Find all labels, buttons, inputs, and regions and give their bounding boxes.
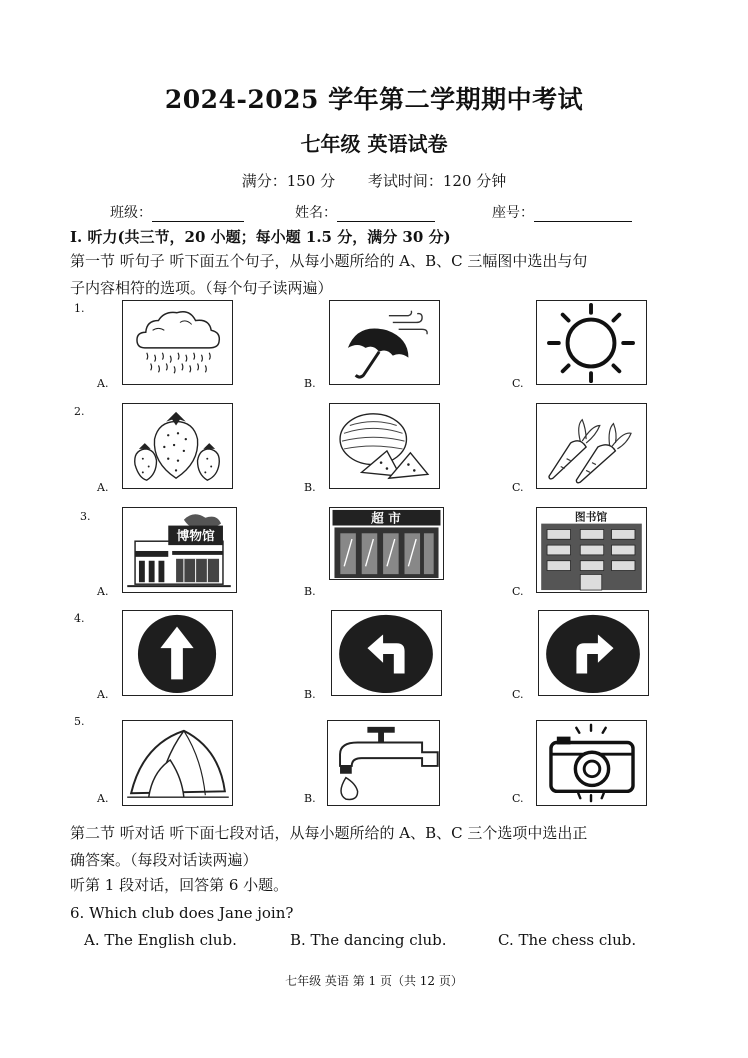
option-label: A.: [97, 481, 109, 494]
watermelon-icon[interactable]: [329, 403, 440, 489]
part2-line1: 第二节 听对话 听下面七段对话，从每小题所给的 A、B、C 三个选项中选出正: [70, 824, 588, 842]
museum-icon[interactable]: [122, 507, 237, 593]
page-footer: 七年级 英语 第 1 页（共 12 页）: [285, 974, 463, 988]
part1-line1: 第一节 听句子 听下面五个句子，从每小题所给的 A、B、C 三幅图中选出与句: [70, 252, 588, 270]
library-sign: 图书馆: [574, 510, 608, 524]
part1-line2: 子内容相符的选项。（每个句子读两遍）: [70, 279, 333, 297]
question-number: 1.: [74, 302, 85, 315]
question-number: 4.: [74, 612, 85, 625]
question-number: 2.: [74, 405, 85, 418]
option-label: A.: [97, 377, 109, 390]
exam-time: 考试时间：120 分钟: [367, 172, 507, 190]
umbrella-wind-icon[interactable]: [329, 300, 440, 385]
option-label: C.: [512, 481, 524, 494]
option-label: C.: [512, 792, 524, 805]
section-heading: I. 听力(共三节，20 小题；每小题 1.5 分，满分 30 分): [70, 228, 451, 246]
part2-line2: 确答案。（每段对话读两遍）: [70, 851, 258, 869]
arrow-turn-right-icon[interactable]: [538, 610, 649, 696]
q6-option-a[interactable]: A. The English club.: [84, 931, 237, 949]
part2-instructions: [70, 820, 680, 874]
exam-subtitle: 七年级 英语试卷: [300, 132, 448, 156]
arrow-turn-left-icon[interactable]: [331, 610, 442, 696]
strawberries-icon[interactable]: [122, 403, 233, 489]
seat-blank[interactable]: [534, 207, 632, 222]
camera-icon[interactable]: [536, 720, 647, 806]
library-icon[interactable]: [536, 507, 647, 593]
full-score: 满分：150 分: [241, 172, 336, 190]
option-label: B.: [304, 585, 316, 598]
option-label: B.: [304, 377, 316, 390]
option-label: C.: [512, 585, 524, 598]
tent-icon[interactable]: [122, 720, 233, 806]
seat-label: 座号：: [492, 205, 534, 221]
class-field[interactable]: [110, 202, 244, 222]
museum-sign: 博物馆: [176, 528, 215, 544]
option-label: B.: [304, 688, 316, 701]
question-number: 5.: [74, 715, 85, 728]
part1-instructions: [70, 248, 680, 302]
option-label: A.: [97, 585, 109, 598]
name-blank[interactable]: [337, 207, 435, 222]
option-label: A.: [97, 688, 109, 701]
water-tap-icon[interactable]: [327, 720, 440, 806]
supermarket-icon[interactable]: [329, 507, 444, 580]
carrots-icon[interactable]: [536, 403, 647, 489]
q6-option-c[interactable]: C. The chess club.: [498, 931, 637, 949]
q6-option-b[interactable]: B. The dancing club.: [290, 931, 447, 949]
class-blank[interactable]: [152, 207, 244, 222]
option-label: B.: [304, 792, 316, 805]
option-label: B.: [304, 481, 316, 494]
class-label: 班级：: [110, 205, 152, 221]
arrow-straight-icon[interactable]: [122, 610, 233, 696]
dialogue-instruction: 听第 1 段对话，回答第 6 小题。: [70, 876, 289, 894]
option-label: C.: [512, 377, 524, 390]
score-time-line: [0, 170, 748, 191]
option-label: A.: [97, 792, 109, 805]
sun-icon[interactable]: [536, 300, 647, 385]
supermarket-sign: 超 市: [371, 510, 401, 526]
name-field[interactable]: [295, 202, 435, 222]
rain-cloud-icon[interactable]: [122, 300, 233, 385]
name-label: 姓名：: [295, 205, 337, 221]
option-label: C.: [512, 688, 524, 701]
seat-field[interactable]: [492, 202, 632, 222]
exam-title: 2024-2025 学年第二学期期中考试: [164, 85, 584, 114]
question-number: 3.: [80, 510, 91, 523]
question-6: 6. Which club does Jane join?: [70, 904, 294, 922]
